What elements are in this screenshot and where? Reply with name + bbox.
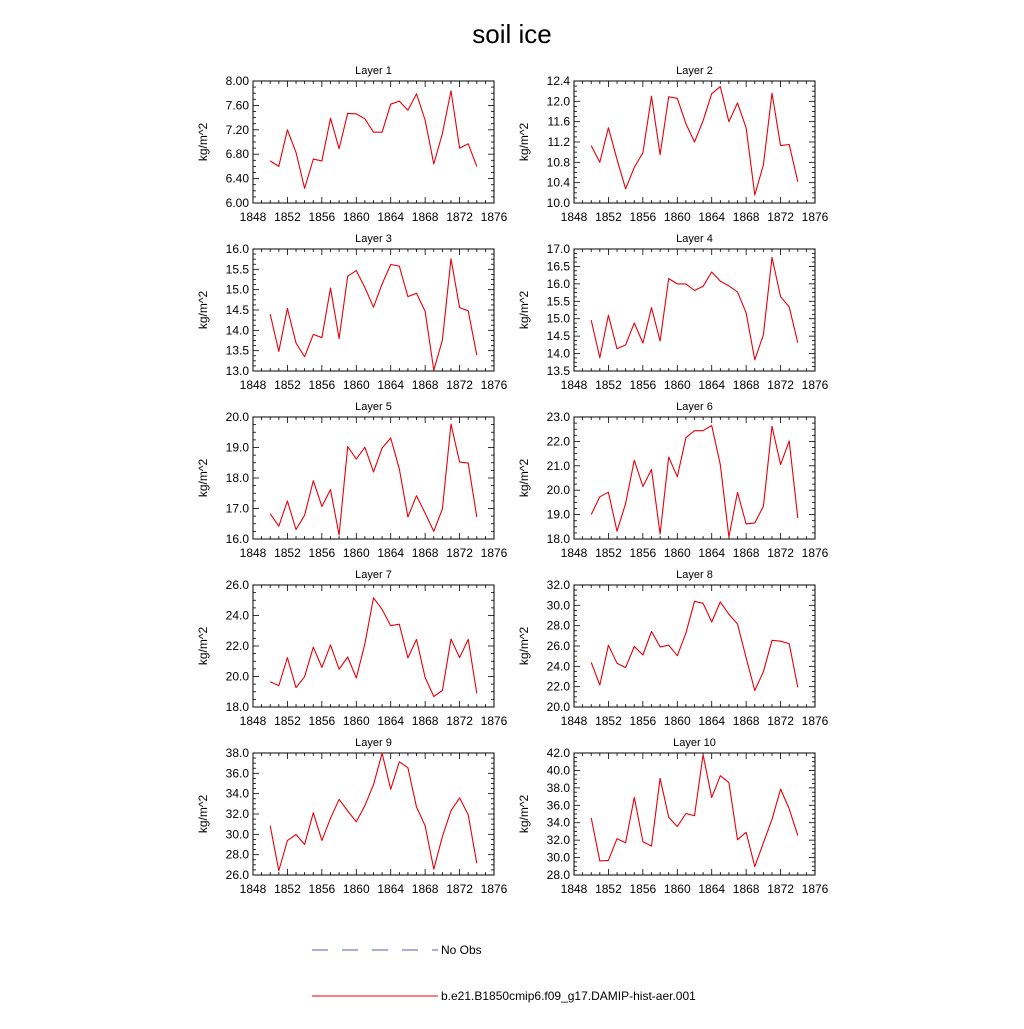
x-tick-label: 1868 xyxy=(732,378,760,392)
y-axis-label: kg/m^2 xyxy=(517,794,531,834)
y-tick-label: 14.0 xyxy=(225,323,249,338)
panel-layer-9 xyxy=(196,737,508,896)
y-tick-label: 36.0 xyxy=(225,766,249,781)
panel-layer-3 xyxy=(196,233,508,392)
y-axis-label: kg/m^2 xyxy=(196,290,210,330)
y-tick-label: 23.0 xyxy=(546,410,570,424)
y-tick-label: 26.0 xyxy=(225,578,249,592)
x-tick-label: 1868 xyxy=(411,882,439,896)
x-tick-label: 1856 xyxy=(629,882,657,896)
y-tick-label: 22.0 xyxy=(225,639,249,653)
x-tick-label: 1868 xyxy=(411,378,439,392)
panel-title: Layer 4 xyxy=(676,233,713,245)
x-tick-label: 1864 xyxy=(698,714,726,728)
x-tick-label: 1852 xyxy=(595,378,622,392)
y-tick-label: 19.0 xyxy=(546,507,570,522)
y-tick-label: 13.0 xyxy=(225,364,249,378)
x-tick-label: 1864 xyxy=(377,546,405,560)
y-tick-label: 16.0 xyxy=(225,242,249,256)
y-tick-label: 6.40 xyxy=(225,171,249,186)
y-tick-label: 30.0 xyxy=(546,598,570,613)
y-tick-label: 15.5 xyxy=(225,262,249,277)
y-axis-label: kg/m^2 xyxy=(196,122,210,162)
legend-model-entry xyxy=(312,989,696,1003)
x-tick-label: 1872 xyxy=(767,546,794,560)
y-tick-label: 18.0 xyxy=(225,471,249,485)
legend-obs-entry xyxy=(312,943,482,957)
x-tick-label: 1852 xyxy=(274,882,301,896)
y-tick-label: 11.2 xyxy=(547,135,570,149)
x-tick-label: 1856 xyxy=(629,714,657,728)
y-tick-label: 24.0 xyxy=(225,608,249,623)
series-line xyxy=(591,87,798,195)
y-tick-label: 15.5 xyxy=(546,294,570,309)
x-tick-label: 1856 xyxy=(308,714,336,728)
y-tick-label: 12.0 xyxy=(546,94,570,109)
x-tick-label: 1864 xyxy=(377,882,405,896)
y-tick-label: 13.5 xyxy=(546,364,570,378)
x-tick-label: 1872 xyxy=(446,378,473,392)
figure-title: soil ice xyxy=(472,19,552,49)
y-axis-label: kg/m^2 xyxy=(517,626,531,666)
y-axis-label: kg/m^2 xyxy=(196,458,210,498)
y-tick-label: 15.0 xyxy=(225,282,249,297)
panel-layer-4 xyxy=(517,233,829,392)
x-tick-label: 1864 xyxy=(698,378,726,392)
x-tick-label: 1872 xyxy=(767,882,794,896)
x-tick-label: 1848 xyxy=(560,546,588,560)
panel-title: Layer 8 xyxy=(676,569,713,581)
y-tick-label: 19.0 xyxy=(225,440,249,455)
y-tick-label: 34.0 xyxy=(546,815,570,830)
series-line xyxy=(591,601,798,690)
y-tick-label: 32.0 xyxy=(225,807,249,821)
y-tick-label: 24.0 xyxy=(546,659,570,674)
y-tick-label: 21.0 xyxy=(546,458,570,473)
x-tick-label: 1852 xyxy=(595,546,622,560)
y-tick-label: 12.4 xyxy=(546,74,570,88)
series-line xyxy=(591,755,798,867)
y-tick-label: 28.0 xyxy=(546,618,570,633)
panel-title: Layer 5 xyxy=(355,401,392,413)
series-line xyxy=(270,259,477,370)
x-tick-label: 1852 xyxy=(595,714,622,728)
y-tick-label: 22.0 xyxy=(546,434,570,449)
x-tick-label: 1856 xyxy=(308,378,336,392)
y-tick-label: 32.0 xyxy=(546,833,570,848)
x-tick-label: 1860 xyxy=(342,714,370,728)
x-tick-label: 1860 xyxy=(663,210,691,224)
x-tick-label: 1864 xyxy=(698,546,726,560)
y-tick-label: 13.5 xyxy=(225,343,249,358)
x-tick-label: 1856 xyxy=(629,210,657,224)
panel-layer-10 xyxy=(517,737,829,896)
x-tick-label: 1852 xyxy=(595,882,622,896)
panel-title: Layer 2 xyxy=(676,65,713,77)
x-tick-label: 1860 xyxy=(342,378,370,392)
y-tick-label: 7.20 xyxy=(225,122,249,137)
x-tick-label: 1864 xyxy=(377,210,405,224)
panel-title: Layer 6 xyxy=(676,401,713,413)
plot-frame xyxy=(574,417,815,539)
series-line xyxy=(270,753,477,870)
x-tick-label: 1868 xyxy=(411,714,439,728)
y-tick-label: 20.0 xyxy=(225,410,249,424)
plot-frame xyxy=(253,417,494,539)
plot-frame xyxy=(253,585,494,707)
x-tick-label: 1872 xyxy=(446,882,473,896)
x-tick-label: 1848 xyxy=(560,714,588,728)
x-tick-label: 1860 xyxy=(663,882,691,896)
panel-title: Layer 3 xyxy=(355,233,392,245)
x-tick-label: 1852 xyxy=(274,378,301,392)
x-tick-label: 1872 xyxy=(767,714,794,728)
x-tick-label: 1868 xyxy=(732,714,760,728)
x-tick-label: 1860 xyxy=(663,714,691,728)
x-tick-label: 1856 xyxy=(308,546,336,560)
x-tick-label: 1876 xyxy=(801,714,829,728)
x-tick-label: 1864 xyxy=(377,714,405,728)
y-tick-label: 26.0 xyxy=(225,868,249,882)
y-tick-label: 7.60 xyxy=(225,98,249,113)
y-tick-label: 14.5 xyxy=(225,303,249,317)
y-tick-label: 36.0 xyxy=(546,798,570,813)
plot-frame xyxy=(253,249,494,371)
x-tick-label: 1868 xyxy=(732,546,760,560)
y-tick-label: 30.0 xyxy=(225,827,249,842)
y-tick-label: 20.0 xyxy=(546,700,570,714)
x-tick-label: 1872 xyxy=(446,546,473,560)
x-tick-label: 1860 xyxy=(663,546,691,560)
y-tick-label: 14.5 xyxy=(546,329,570,344)
x-tick-label: 1852 xyxy=(274,714,301,728)
panel-title: Layer 10 xyxy=(673,737,716,749)
y-tick-label: 10.4 xyxy=(546,175,570,190)
y-tick-label: 16.0 xyxy=(546,276,570,291)
y-tick-label: 16.0 xyxy=(225,532,249,546)
x-tick-label: 1852 xyxy=(595,210,622,224)
y-tick-label: 32.0 xyxy=(546,578,570,592)
panel-title: Layer 9 xyxy=(355,737,392,749)
panel-title: Layer 1 xyxy=(355,65,392,77)
legend-obs-label: No Obs xyxy=(441,943,482,957)
series-line xyxy=(591,426,798,538)
x-tick-label: 1852 xyxy=(274,210,301,224)
x-tick-label: 1860 xyxy=(342,546,370,560)
panel-layer-8 xyxy=(517,569,829,728)
x-tick-label: 1848 xyxy=(560,882,588,896)
x-tick-label: 1872 xyxy=(446,714,473,728)
x-tick-label: 1848 xyxy=(560,378,588,392)
x-tick-label: 1848 xyxy=(239,210,267,224)
x-tick-label: 1860 xyxy=(342,882,370,896)
x-tick-label: 1848 xyxy=(239,714,267,728)
x-tick-label: 1852 xyxy=(274,546,301,560)
series-line xyxy=(270,598,477,697)
x-tick-label: 1856 xyxy=(629,546,657,560)
x-tick-label: 1848 xyxy=(560,210,588,224)
x-tick-label: 1876 xyxy=(480,378,508,392)
y-tick-label: 10.0 xyxy=(546,196,570,210)
y-tick-label: 30.0 xyxy=(546,850,570,865)
y-tick-label: 26.0 xyxy=(546,639,570,653)
x-tick-label: 1868 xyxy=(411,210,439,224)
x-tick-label: 1872 xyxy=(446,210,473,224)
x-tick-label: 1868 xyxy=(732,210,760,224)
x-tick-label: 1872 xyxy=(767,210,794,224)
y-tick-label: 28.0 xyxy=(225,847,249,862)
panel-layer-7 xyxy=(196,569,508,728)
y-tick-label: 18.0 xyxy=(225,700,249,714)
legend xyxy=(312,943,696,1003)
x-tick-label: 1864 xyxy=(698,210,726,224)
y-tick-label: 38.0 xyxy=(546,780,570,795)
y-tick-label: 22.0 xyxy=(546,679,570,694)
x-tick-label: 1864 xyxy=(698,882,726,896)
y-axis-label: kg/m^2 xyxy=(196,794,210,834)
y-axis-label: kg/m^2 xyxy=(517,458,531,498)
series-line xyxy=(591,257,798,359)
legend-model-label: b.e21.B1850cmip6.f09_g17.DAMIP-hist-aer.001 xyxy=(441,989,696,1003)
series-line xyxy=(270,424,477,535)
y-tick-label: 6.80 xyxy=(225,147,249,162)
x-tick-label: 1876 xyxy=(480,546,508,560)
x-tick-label: 1868 xyxy=(732,882,760,896)
x-tick-label: 1860 xyxy=(663,378,691,392)
y-axis-label: kg/m^2 xyxy=(196,626,210,666)
x-tick-label: 1856 xyxy=(308,210,336,224)
y-tick-label: 20.0 xyxy=(546,483,570,498)
y-tick-label: 38.0 xyxy=(225,746,249,760)
panel-layer-2 xyxy=(517,65,829,224)
x-tick-label: 1872 xyxy=(767,378,794,392)
y-tick-label: 16.5 xyxy=(546,259,570,274)
x-tick-label: 1876 xyxy=(801,210,829,224)
panel-layer-6 xyxy=(517,401,829,560)
x-tick-label: 1848 xyxy=(239,546,267,560)
series-line xyxy=(270,91,477,189)
x-tick-label: 1848 xyxy=(239,378,267,392)
y-tick-label: 8.00 xyxy=(225,74,249,88)
y-tick-label: 6.00 xyxy=(225,196,249,210)
x-tick-label: 1868 xyxy=(411,546,439,560)
y-axis-label: kg/m^2 xyxy=(517,290,531,330)
y-tick-label: 10.8 xyxy=(546,155,570,170)
x-tick-label: 1876 xyxy=(801,882,829,896)
x-tick-label: 1860 xyxy=(342,210,370,224)
y-tick-label: 20.0 xyxy=(225,669,249,684)
plot-frame xyxy=(253,81,494,203)
x-tick-label: 1876 xyxy=(480,714,508,728)
plot-frame xyxy=(574,249,815,371)
y-tick-label: 42.0 xyxy=(546,746,570,760)
panel-layer-1 xyxy=(196,65,508,224)
plot-frame xyxy=(253,753,494,875)
y-tick-label: 17.0 xyxy=(225,501,249,516)
y-tick-label: 17.0 xyxy=(546,242,570,256)
x-tick-label: 1876 xyxy=(480,210,508,224)
panel-grid xyxy=(196,65,829,896)
panel-title: Layer 7 xyxy=(355,569,392,581)
y-tick-label: 15.0 xyxy=(546,311,570,326)
x-tick-label: 1864 xyxy=(377,378,405,392)
y-tick-label: 14.0 xyxy=(546,346,570,361)
y-tick-label: 34.0 xyxy=(225,786,249,801)
y-tick-label: 18.0 xyxy=(546,532,570,546)
y-tick-label: 28.0 xyxy=(546,868,570,882)
y-tick-label: 40.0 xyxy=(546,763,570,778)
panel-layer-5 xyxy=(196,401,508,560)
x-tick-label: 1876 xyxy=(801,546,829,560)
x-tick-label: 1856 xyxy=(308,882,336,896)
y-tick-label: 11.6 xyxy=(547,114,570,129)
y-axis-label: kg/m^2 xyxy=(517,122,531,162)
x-tick-label: 1876 xyxy=(480,882,508,896)
x-tick-label: 1856 xyxy=(629,378,657,392)
x-tick-label: 1848 xyxy=(239,882,267,896)
x-tick-label: 1876 xyxy=(801,378,829,392)
